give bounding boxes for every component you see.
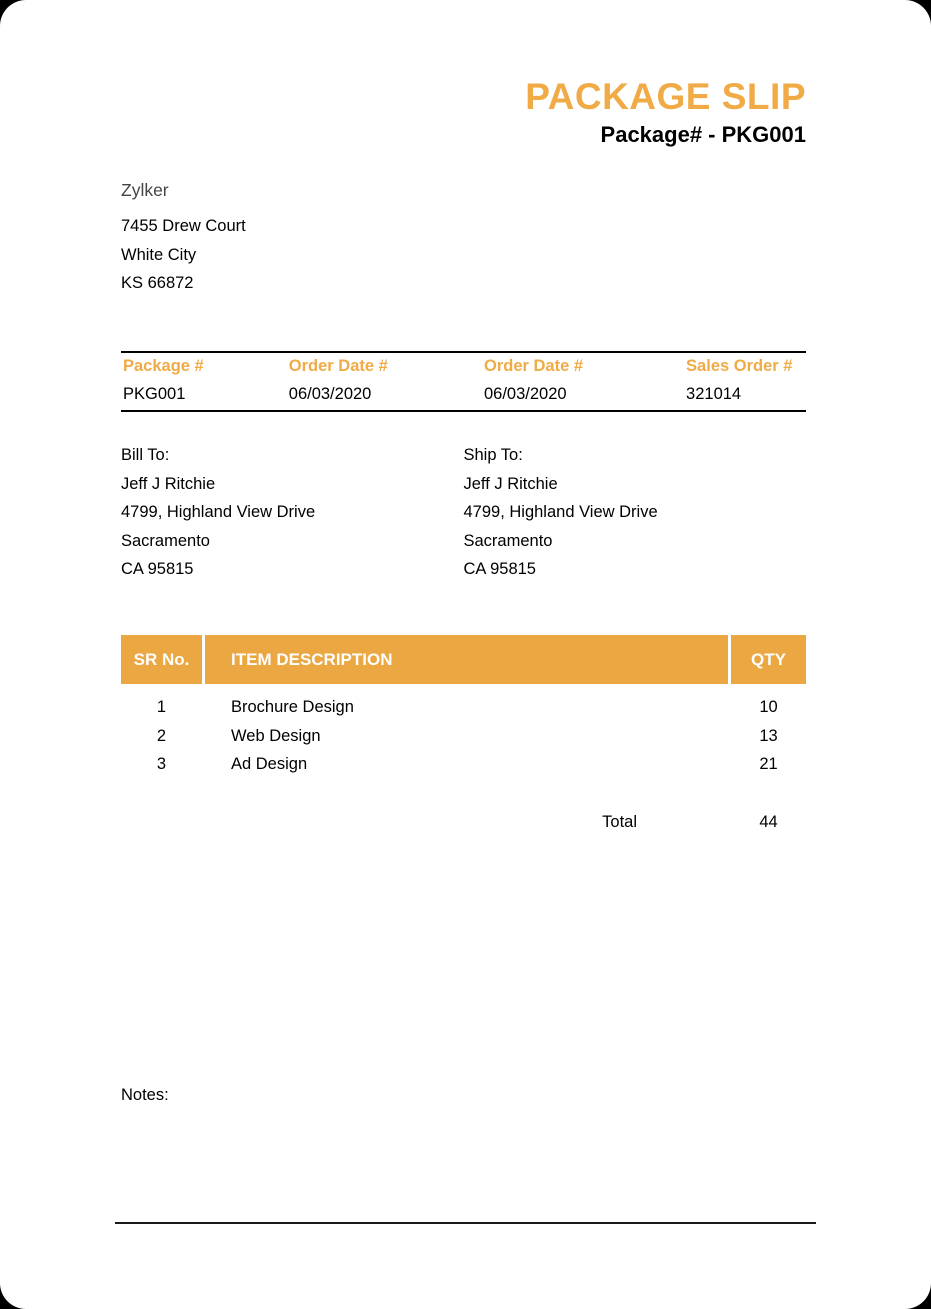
item-sr: 1 bbox=[156, 698, 167, 716]
item-description: Web Design bbox=[231, 726, 321, 745]
items-header-description: ITEM DESCRIPTION bbox=[231, 649, 393, 669]
item-qty: 21 bbox=[759, 755, 778, 773]
ship-to-label: Ship To: bbox=[463, 446, 523, 464]
item-description: Ad Design bbox=[231, 755, 308, 773]
order-info-table bbox=[121, 351, 806, 412]
table-row bbox=[121, 750, 806, 779]
items-header-sr: SR No. bbox=[133, 649, 190, 669]
bill-to-line: Jeff J Ritchie bbox=[121, 474, 216, 493]
items-table-body bbox=[121, 693, 806, 779]
order-info-header-row bbox=[121, 357, 806, 385]
order-info-header: Sales Order # bbox=[686, 357, 793, 375]
total-row bbox=[121, 813, 806, 832]
notes-label: Notes: bbox=[121, 1086, 169, 1104]
order-info-header: Order Date # bbox=[288, 357, 388, 375]
total-value: 44 bbox=[759, 812, 778, 831]
bill-to-line: CA 95815 bbox=[121, 560, 194, 579]
page-title: PACKAGE SLIP bbox=[525, 76, 806, 117]
package-number: Package# - PKG001 bbox=[600, 122, 806, 147]
order-info-header: Order Date # bbox=[483, 357, 584, 375]
ship-to-line: CA 95815 bbox=[463, 560, 536, 579]
addresses-section bbox=[121, 441, 806, 584]
bill-to-block bbox=[121, 441, 464, 584]
total-label: Total bbox=[602, 812, 637, 831]
order-info-value: PKG001 bbox=[123, 385, 186, 403]
company-name: Zylker bbox=[121, 180, 169, 200]
order-info-value: 06/03/2020 bbox=[483, 385, 567, 403]
items-table bbox=[121, 635, 806, 832]
items-header-qty: QTY bbox=[751, 649, 786, 669]
bill-to-label: Bill To: bbox=[121, 446, 170, 464]
ship-to-line: Jeff J Ritchie bbox=[463, 474, 558, 493]
order-info-value-row bbox=[121, 385, 806, 404]
item-qty: 13 bbox=[759, 726, 778, 745]
table-row bbox=[121, 722, 806, 751]
ship-to-line: Sacramento bbox=[463, 531, 553, 550]
order-info-value: 06/03/2020 bbox=[288, 385, 372, 403]
bill-to-line: 4799, Highland View Drive bbox=[121, 503, 316, 522]
item-description: Brochure Design bbox=[231, 698, 354, 716]
table-row bbox=[121, 693, 806, 722]
item-qty: 10 bbox=[759, 698, 778, 716]
ship-to-block bbox=[464, 441, 807, 584]
order-info-value: 321014 bbox=[686, 385, 742, 403]
bill-to-line: Sacramento bbox=[121, 531, 210, 550]
item-sr: 3 bbox=[156, 755, 167, 773]
footer-divider bbox=[115, 1222, 816, 1224]
company-address-line: 7455 Drew Court bbox=[121, 217, 246, 235]
items-table-header bbox=[121, 635, 806, 684]
company-block bbox=[121, 180, 246, 298]
company-address-line: White City bbox=[121, 245, 197, 264]
item-sr: 2 bbox=[156, 726, 167, 745]
company-address-line: KS 66872 bbox=[121, 274, 194, 293]
order-info-header: Package # bbox=[123, 357, 204, 375]
ship-to-line: 4799, Highland View Drive bbox=[463, 503, 658, 522]
